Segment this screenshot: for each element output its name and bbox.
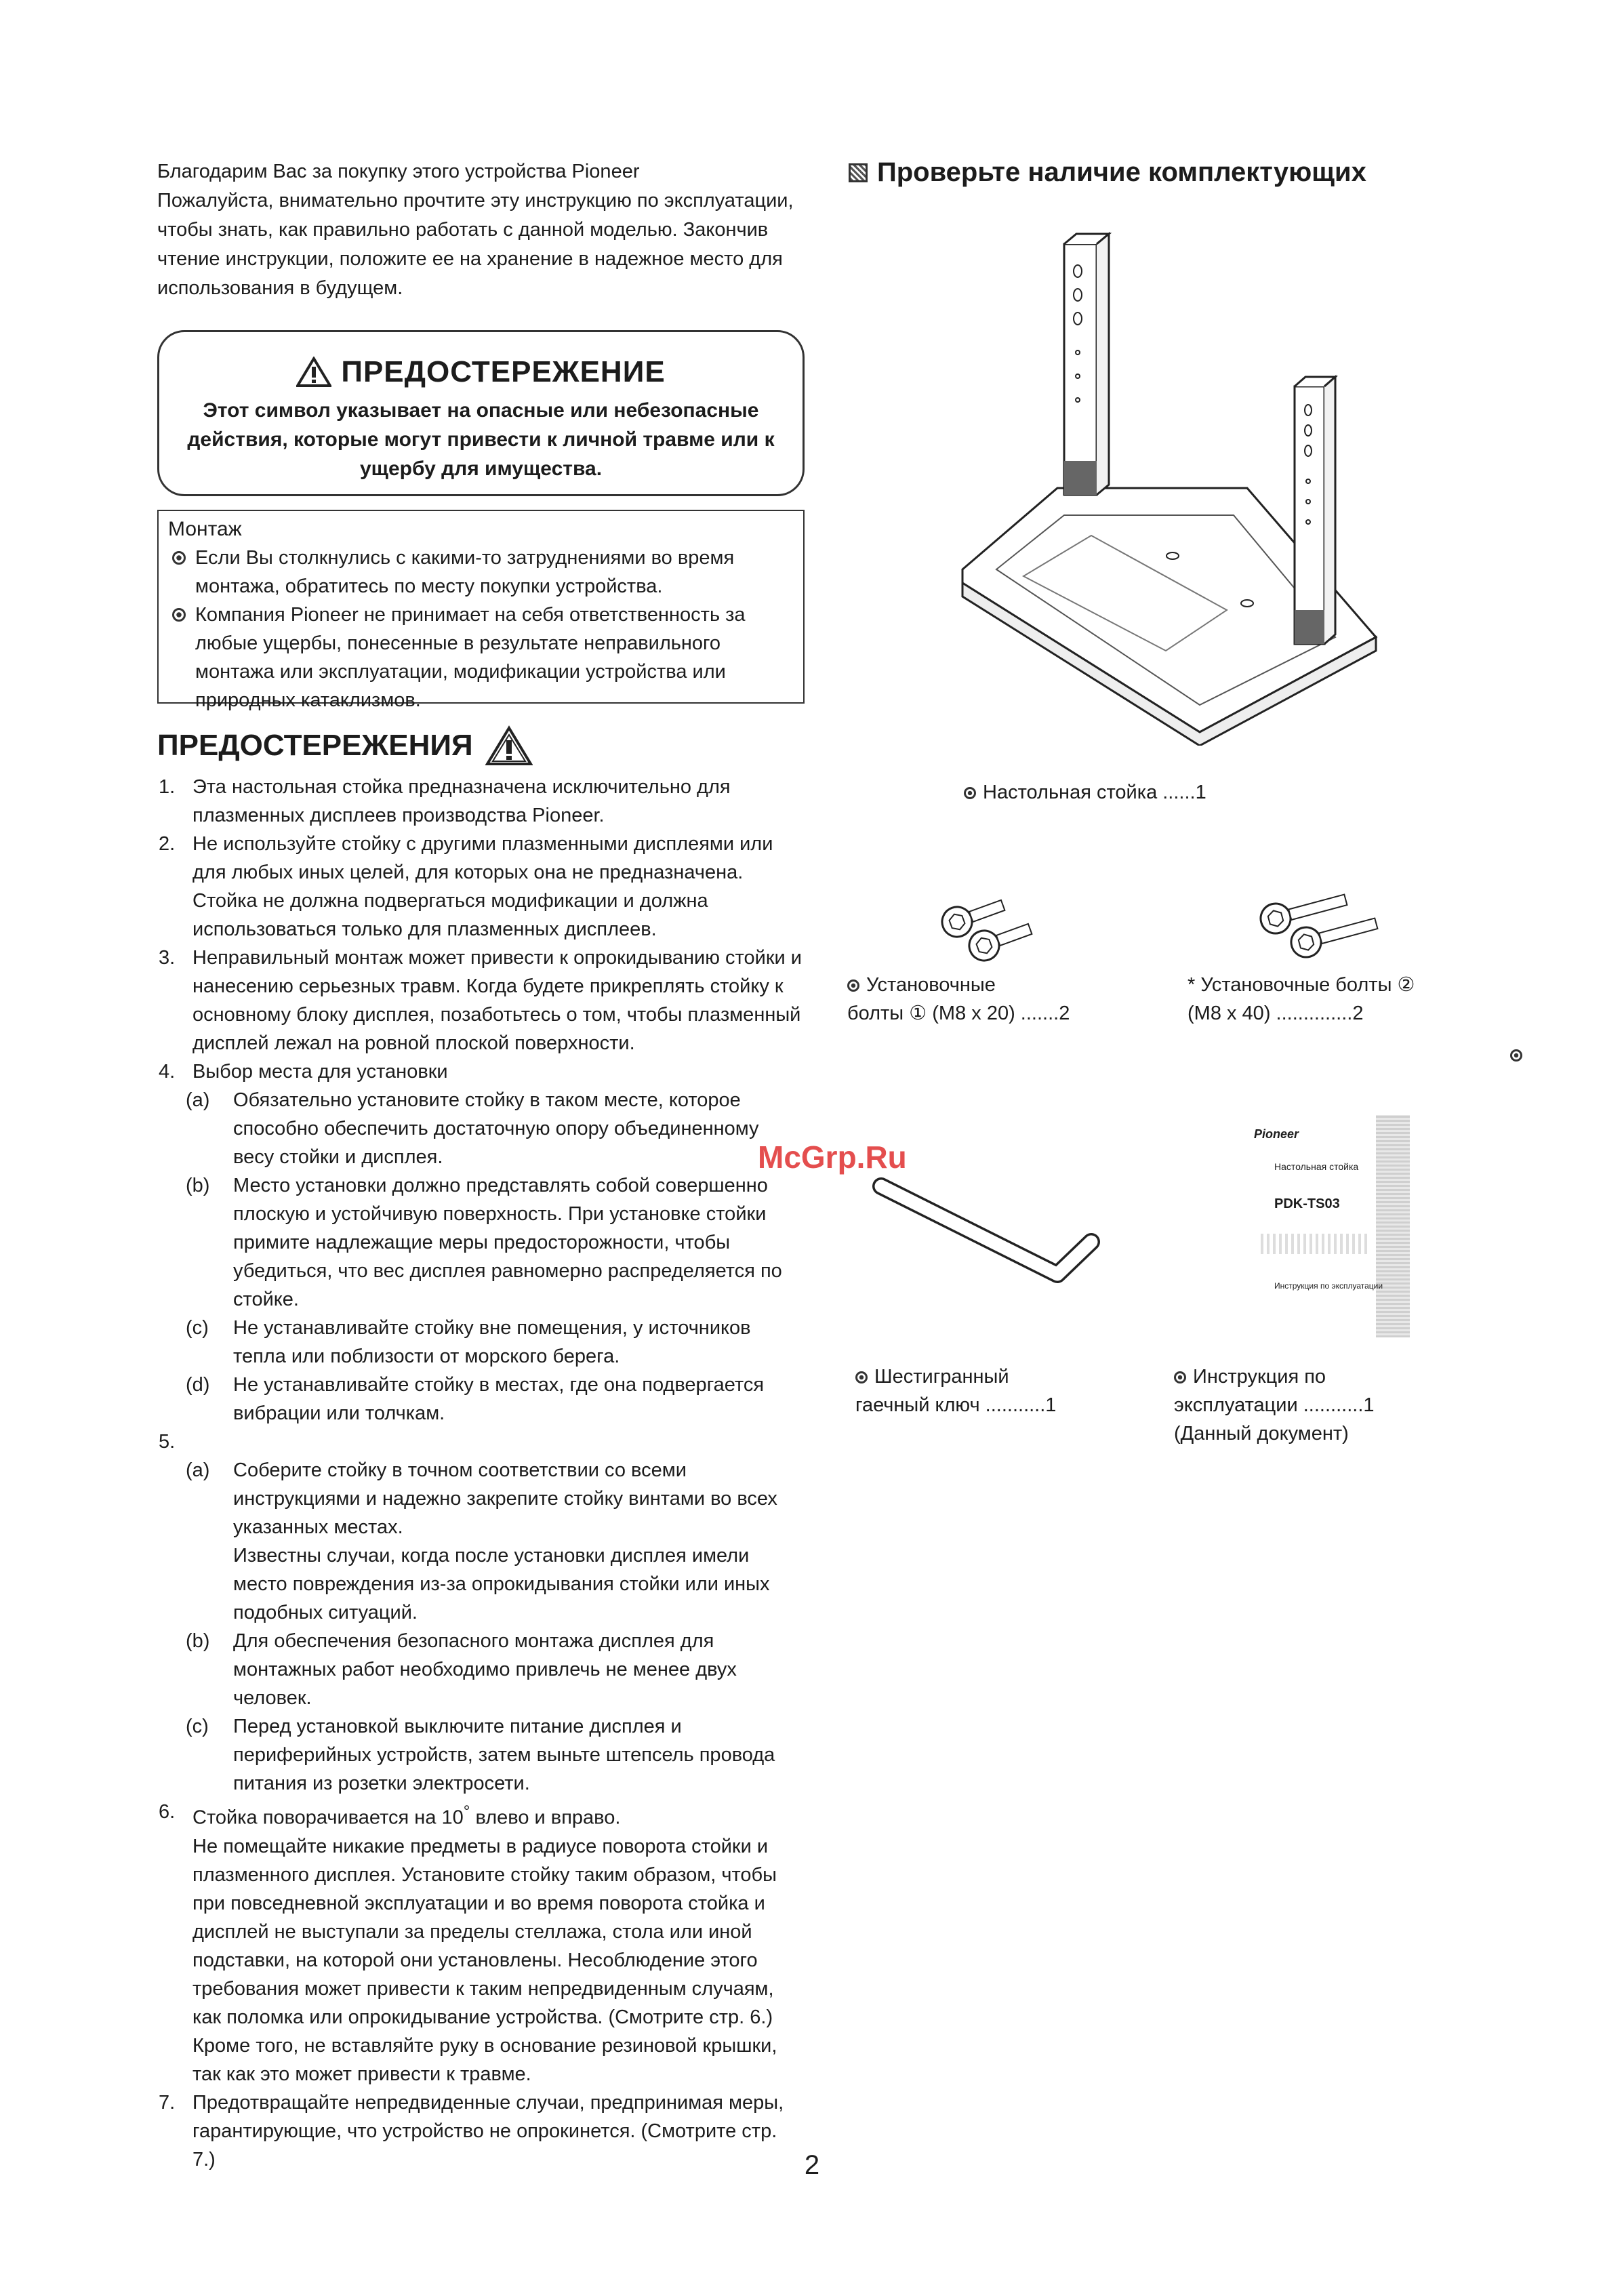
mounting-box [157,510,805,711]
contents-heading [849,157,1366,188]
bolts-m8x20-illustration [930,895,1052,969]
list-item: 3. Неправильный монтаж может привести к опрокидыванию стойки и нанесению серьезных травм. Когда будете прикреплять стойку к основному блоку дисплея, позаботьтесь о том, чтобы плазменный дисплей лежал на ровной плоской поверхности. [159,947,802,1054]
sub-item: (c) Не устанавливайте стойку вне помещения, у источников тепла или поблизости от морского берега. [186,1317,751,1367]
list-item: 6. Стойка поворачивается на 10° влево и вправо. [159,1801,621,1829]
bullet-icon [1510,1049,1522,1062]
manual-caption: Инструкция по эксплуатации ...........1 (Данный документ) [1174,1366,1375,1444]
watermark: McGrp.Ru [758,1139,907,1175]
sub-item-continued: Известны случаи, когда после установки дисплея имели место повреждения из-за опрокидывания стойки или иных подобных ситуаций. [233,1545,770,1623]
intro-line1: Благодарим Вас за покупку этого устройства Pioneer [157,161,640,182]
warning-title: ПРЕДОСТЕРЕЖЕНИЕ [341,355,666,388]
precautions-list [157,773,805,2174]
intro-line2: Пожалуйста, внимательно прочтите эту инструкцию по эксплуатации, чтобы знать, как правильно работать с данной моделью. Закончив чтение инструкции, положите ее на хранение в надежное место для использования в будущем. [157,190,794,299]
stand-caption: Настольная стойка ......1 [964,778,1206,807]
bolts-m8x20-caption: Установочные болты ① (M8 x 20) .......2 [847,974,1070,1024]
hex-wrench-illustration [868,1166,1125,1301]
stand-illustration [942,230,1403,746]
sub-item: (b) Место установки должно представлять собой совершенно плоскую и устойчивую поверхность. При установке стойки примите надлежащие меры предосторожности, чтобы убедиться, что вес дисплея равномерно распределяется по стойке. [186,1175,782,1310]
manual-cover-subtitle: Настольная стойка [1274,1161,1359,1172]
manual-cover [1254,1115,1410,1337]
manual-cover-model: PDK-TS03 [1274,1196,1340,1211]
list-item: 4. Выбор места для установки [159,1061,448,1083]
mounting-item: Если Вы столкнулись с какими-то затруднениями во время монтажа, обратитесь по месту покупки устройства. [168,544,788,601]
list-item-continued: Не помещайте никакие предметы в радиусе поворота стойки и плазменного дисплея. Установите стойку таким образом, чтобы при повседневной эксплуатации и во время поворота стойка и дисплей не выступали за пределы стеллажа, стола или иной подставки, на которой они установлены. Несоблюдение этого требования может привести к таким непредвиденным случаям, как поломка или опрокидывание устройства. (Смотрите стр. 6.) [192,1835,777,2028]
manual-cover-texture [1261,1234,1369,1254]
bolts-m8x40-illustration [1249,891,1398,966]
page-number: 2 [804,2150,820,2180]
precautions-heading [157,725,533,766]
precautions-title: ПРЕДОСТЕРЕЖЕНИЯ [157,729,473,762]
sub-item: (a) Обязательно установите стойку в таком месте, которое способно обеспечить достаточную опору объединенному весу стойки и дисплея. [186,1089,759,1168]
mounting-item: Компания Pioneer не принимает на себя ответственность за любые ущербы, понесенные в результате неправильного монтажа или эксплуатации, модификации устройства или природных катаклизмов. [168,601,788,714]
manual-cover-brand: Pioneer [1254,1127,1299,1141]
sub-item: (a) Соберите стойку в точном соответствии со всеми инструкциями и надежно закрепите стойку винтами во всех указанных местах. [186,1459,777,1538]
warning-triangle-icon [296,357,331,388]
warning-triangle-icon [485,725,533,766]
list-item: 5. [159,1431,176,1453]
sub-item: (c) Перед установкой выключите питание дисплея и периферийных устройств, затем выньте штепсель провода питания из розетки электросети. [186,1716,775,1794]
contents-title: Проверьте наличие комплектующих [877,157,1366,187]
list-item: 2. Не используйте стойку с другими плазменными дисплеями или для любых иных целей, для которых она не предназначена. Стойка не должна подвергаться модификации и должна использоваться только для плазменных дисплеев. [159,833,773,940]
bullet-icon [847,979,859,992]
list-item: 7. Предотвращайте непредвиденные случаи, предпринимая меры, гарантирующие, что устройство не опрокинется. (Смотрите стр. 7.) [159,2091,784,2170]
bullet-icon [855,1371,868,1383]
square-bullet-icon [849,163,868,182]
warning-box [157,330,805,496]
mounting-title: Монтаж [168,518,242,540]
list-item: 1. Эта настольная стойка предназначена исключительно для плазменных дисплеев производства Pioneer. [159,776,731,826]
warning-heading [159,355,803,389]
manual-cover-spine [1376,1115,1410,1337]
sub-item: (b) Для обеспечения безопасного монтажа дисплея для монтажных работ необходимо привлечь не менее двух человек. [186,1630,737,1709]
wrench-caption: Шестигранный гаечный ключ ...........1 [855,1366,1057,1416]
warning-text: Этот символ указывает на опасные или небезопасные действия, которые могут привести к личной травме или к ущербу для имущества. [187,399,775,480]
sub-item: (d) Не устанавливайте стойку в местах, где она подвергается вибрации или толчкам. [186,1374,765,1424]
manual-cover-bottom-text: Инструкция по эксплуатации [1274,1281,1383,1291]
intro-text [157,157,805,303]
bolts-m8x40-caption: * Установочные болты ② (M8 x 40) ..............2 [1187,974,1415,1024]
list-item-continued: Кроме того, не вставляйте руку в основание резиновой крышки, так как это может привести к травме. [192,2034,777,2085]
bullet-icon [964,787,976,799]
bullet-icon [1174,1371,1186,1383]
